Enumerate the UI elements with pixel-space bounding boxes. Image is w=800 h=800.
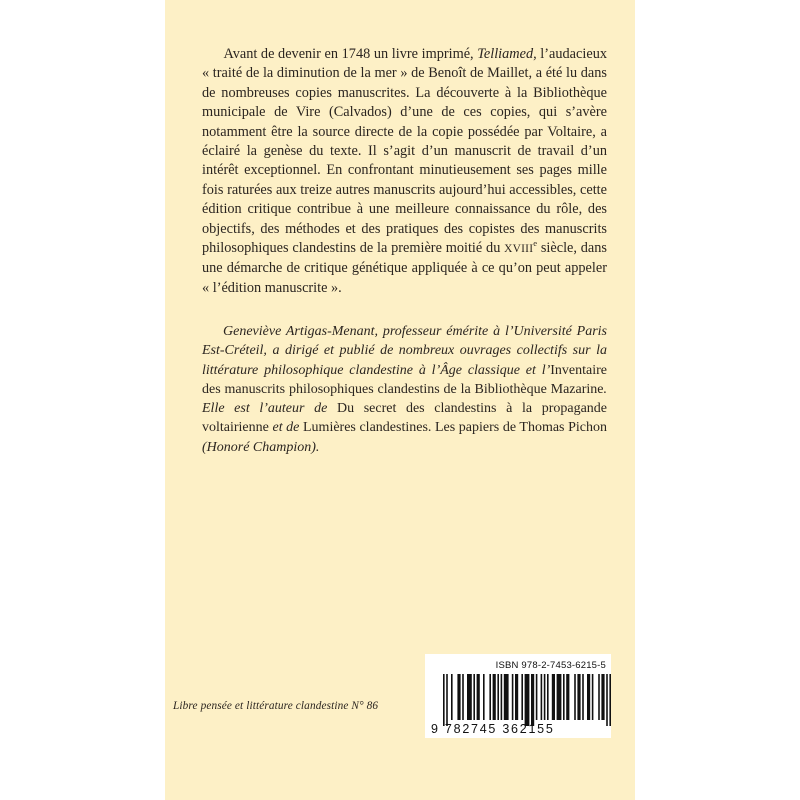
book-title: Telliamed <box>477 46 534 62</box>
barcode-bar <box>504 674 509 720</box>
blurb-paragraph <box>202 45 607 298</box>
series-label: Libre pensée et littérature clandestine N° 86 <box>173 700 379 712</box>
barcode-digits: 9 782745 362155 <box>431 722 555 736</box>
barcode-bar <box>598 674 600 720</box>
author-bio-4: (Honoré Champion). <box>202 439 320 455</box>
author-bio <box>202 322 607 457</box>
barcode-bar <box>557 674 562 720</box>
barcode-bar <box>601 674 604 720</box>
barcode-bar <box>483 674 485 720</box>
barcode-bar <box>501 674 503 720</box>
barcode-bar <box>457 674 460 720</box>
barcode-bar <box>592 674 594 720</box>
author-work-3: Lumières clandestines. Les papiers de Thomas Pichon <box>303 420 607 436</box>
century-numeral: XVIII <box>504 243 534 256</box>
barcode-bar <box>531 674 534 726</box>
author-bio-3: et de <box>268 420 303 436</box>
isbn-label: ISBN 978-2-7453-6215-5 <box>495 660 606 671</box>
barcode-bar <box>477 674 480 720</box>
blurb-text-3: siècle, dans une démarche de critique génétique appliquée à ce qu’on peut appeler « l’édition manuscrite ». <box>202 240 607 296</box>
barcode-bar <box>552 674 555 720</box>
barcode-bar <box>512 674 514 720</box>
barcode-bar <box>462 674 464 720</box>
barcode-bar <box>525 674 530 726</box>
barcode-bar <box>489 674 491 720</box>
barcode-bar <box>577 674 580 720</box>
barcode-bar <box>566 674 569 720</box>
barcode-bar <box>467 674 472 720</box>
author-work-2: Du secret des clandestins à la propagande voltairienne <box>202 401 607 436</box>
barcode-bar <box>582 674 584 720</box>
barcode-bar <box>515 674 518 720</box>
century-superscript: e <box>533 238 538 249</box>
barcode-bar <box>544 674 546 720</box>
barcode-bar <box>493 674 496 720</box>
barcode-bar <box>446 674 448 726</box>
barcode-bar <box>497 674 499 720</box>
barcode-bar <box>609 674 611 726</box>
barcode-bar <box>563 674 565 720</box>
author-work-1: Inventaire des manuscrits philosophiques clandestins de la Bibliothèque Mazarine <box>202 362 607 397</box>
barcode-block <box>425 654 611 738</box>
barcode-bar <box>443 674 445 726</box>
author-bio-2: . Elle est l’auteur de <box>202 381 607 417</box>
author-bio-1: Geneviève Artigas-Menant, professeur émérite à l’Université Paris Est-Créteil, a dirigé et publié de nombreux ouvrages collectifs sur la littérature philosophique clandestine à l’Âge classique et l’ <box>202 324 607 378</box>
barcode-bar <box>547 674 549 720</box>
blurb-text-1: Avant de devenir en 1748 un livre imprimé, <box>223 46 478 62</box>
barcode-bar <box>521 674 523 720</box>
barcode-bar <box>574 674 576 720</box>
barcode-bar <box>473 674 475 720</box>
blurb-text-2: , l’audacieux « traité de la diminution de la mer » de Benoît de Maillet, a été lu dans de nombreuses copies manuscrites. La découverte à la Bibliothèque municipale de Vire (Calvados) d’une de ces copies, qui s’avère notamment être la source directe de la copie possédée par Voltaire, a éclairé la genèse du texte. Il s’agit d’un manuscrit de travail d’un intérêt exceptionnel. En confrontant minutieusement ses pages mille fois raturées aux treize autres manuscrits aujourd’hui accessibles, cette édition critique contribue à une meilleure connaissance du rôle, des objectifs, des méthodes et des pratiques des copistes des manuscrits philosophiques clandestins de la première moitié du <box>202 46 607 257</box>
barcode-bar <box>541 674 543 720</box>
barcode-bar <box>536 674 538 720</box>
back-cover <box>165 0 635 800</box>
barcode-bar <box>606 674 608 726</box>
barcode-bar <box>451 674 453 720</box>
barcode-bar <box>587 674 590 720</box>
